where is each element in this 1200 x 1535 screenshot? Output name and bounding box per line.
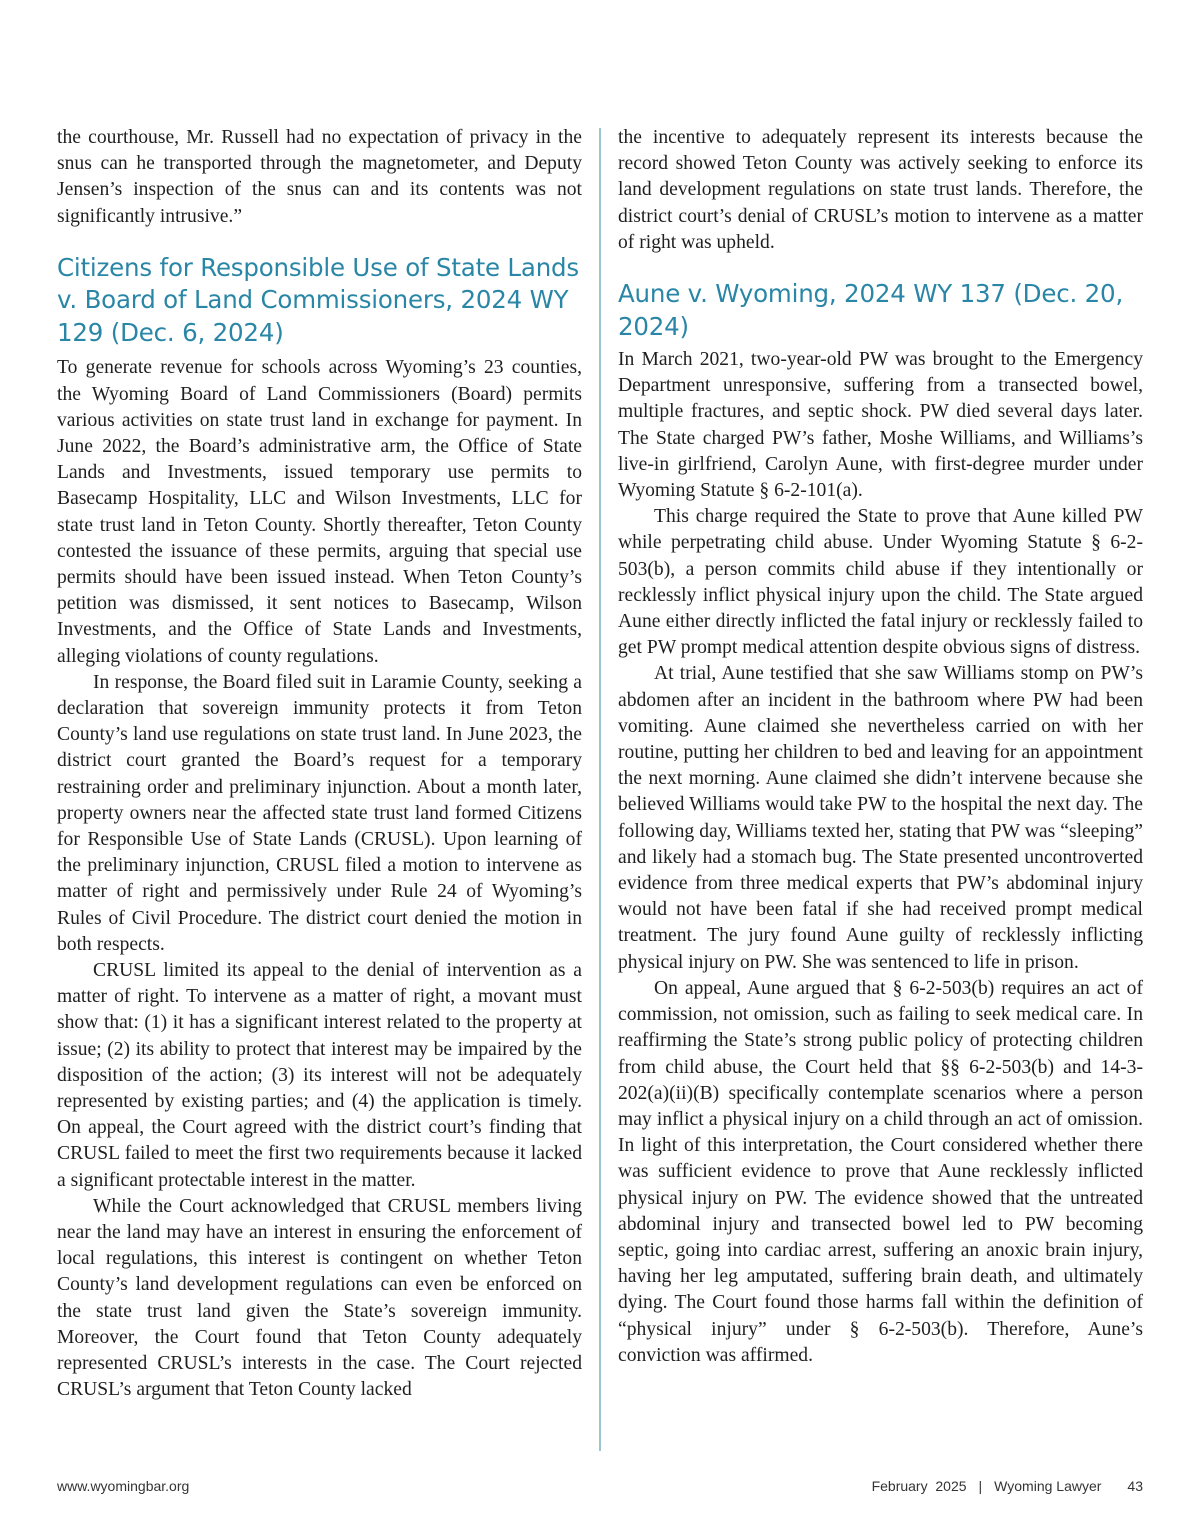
body-paragraph: In response, the Board filed suit in Laramie County, seeking a declaration that sovereign immunity protects it from Teton County’s land use regulations on state trust land. In June 2023, the district court granted the Board’s request for a temporary restraining order and preliminary injunction. About a month later, property owners near the affected state trust land formed Citizens for Responsible Use of State Lands (CRUSL). Upon learning of the preliminary injunction, CRUSL filed a motion to intervene as matter of right and permissively under Rule 24 of Wyoming’s Rules of Civil Procedure. The district court denied the motion in both respects.: [57, 671, 582, 955]
continued-paragraph: the courthouse, Mr. Russell had no expectation of privacy in the snus can he transported through the magnetometer, and Deputy Jensen’s inspection of the snus can and its contents was not significantly intrusive.”: [57, 127, 582, 227]
footer-info: [872, 1478, 1143, 1494]
body-paragraph: This charge required the State to prove that Aune killed PW while perpetrating child abuse. Under Wyoming Statute § 6-2-503(b), a person commits child abuse if they intentionally or recklessly inflict physical injury upon the child. The State argued Aune either directly inflicted the fatal injury or recklessly failed to get PW prompt medical attention despite obvious signs of distress.: [618, 506, 1143, 659]
footer-website: www.wyomingbar.org: [57, 1478, 190, 1494]
footer-publication: Wyoming Lawyer: [994, 1478, 1102, 1494]
footer-separator: |: [978, 1478, 983, 1494]
right-column: [618, 125, 1143, 1369]
body-paragraph: At trial, Aune testified that she saw Williams stomp on PW’s abdomen after an incident in the bathroom where PW had been vomiting. Aune claimed she nevertheless carried on with her routine, putting her children to bed and leaving for an appointment the next morning. Aune claimed she didn’t intervene because she believed Williams would take PW to the hospital the next day. The following day, Williams texted her, stating that PW was “sleeping” and likely had a stomach bug. The State presented uncontroverted evidence from three medical experts that PW’s abdominal injury would not have been fatal if she had received prompt medical treatment. The jury found Aune guilty of recklessly inflicting physical injury on PW. She was sentenced to life in prison.: [618, 663, 1143, 973]
left-column: [57, 125, 582, 1403]
page-number: 43: [1127, 1478, 1143, 1494]
column-divider: [599, 128, 601, 1451]
body-paragraph: To generate revenue for schools across Wyoming’s 23 counties, the Wyoming Board of Land Commissioners (Board) permits various activities on state trust land in exchange for payment. In June 2022, the Board’s administrative arm, the Office of State Lands and Investments, issued temporary use permits to Basecamp Hospitality, LLC and Wilson Investments, LLC for state trust land in Teton County. Shortly thereafter, Teton County contested the issuance of these permits, arguing that special use permits should have been issued instead. When Teton County’s petition was dismissed, it sent notices to Basecamp, Wilson Investments, and the Office of State Lands and Investments, alleging violations of county regulations.: [57, 357, 582, 667]
continued-paragraph: the incentive to adequately represent its interests because the record showed Teton County was actively seeking to enforce its land development regulations on state trust lands. Therefore, the district court’s denial of CRUSL’s motion to intervene as a matter of right was upheld.: [618, 127, 1143, 253]
case-heading-aune: Aune v. Wyoming, 2024 WY 137 (Dec. 20, 2024): [618, 279, 1124, 341]
body-paragraph: CRUSL limited its appeal to the denial of intervention as a matter of right. To intervene as a matter of right, a movant must show that: (1) it has a significant interest related to the property at issue; (2) its ability to protect that interest may be impaired by the disposition of the action; (3) its interest will not be adequately represented by existing parties; and (4) the application is timely. On appeal, the Court agreed with the district court’s finding that CRUSL failed to meet the first two requirements because it lacked a significant protectable interest in the matter.: [57, 959, 582, 1191]
footer-issue: February 2025: [871, 1478, 967, 1494]
body-paragraph: On appeal, Aune argued that § 6-2-503(b) requires an act of commission, not omission, such as failing to seek medical care. In reaffirming the State’s strong public policy of protecting children from child abuse, the Court held that §§ 6-2-503(b) and 14-3-202(a)(ii)(B) specifically contemplate scenarios where a person may inflict a physical injury on a child through an act of omission. In light of this interpretation, the Court considered whether there was sufficient evidence to prove that Aune recklessly inflicted physical injury on PW. The evidence showed that the untreated abdominal injury and transected bowel led to PW becoming septic, going into cardiac arrest, suffering an anoxic brain injury, having her leg amputated, suffering brain death, and ultimately dying. The Court found those harms fall within the definition of “physical injury” under § 6-2-503(b). Therefore, Aune’s conviction was affirmed.: [618, 977, 1143, 1366]
case-heading-crusl: Citizens for Responsible Use of State Lands v. Board of Land Commissioners, 2024 WY 129 (Dec. 6, 2024): [57, 252, 579, 347]
body-paragraph: While the Court acknowledged that CRUSL members living near the land may have an interest in ensuring the enforcement of local regulations, this interest is contingent on whether Teton County’s land development regulations can even be enforced on the state trust land given the State’s sovereign immunity. Moreover, the Court found that Teton County adequately represented CRUSL’s interests in the case. The Court rejected CRUSL’s argument that Teton County lacked: [57, 1195, 582, 1401]
body-paragraph: In March 2021, two-year-old PW was brought to the Emergency Department unresponsive, suffering from a transected bowel, multiple fractures, and septic shock. PW died several days later. The State charged PW’s father, Moshe Williams, and Williams’s live-in girlfriend, Carolyn Aune, with first-degree murder under Wyoming Statute § 6-2-101(a).: [618, 349, 1143, 502]
